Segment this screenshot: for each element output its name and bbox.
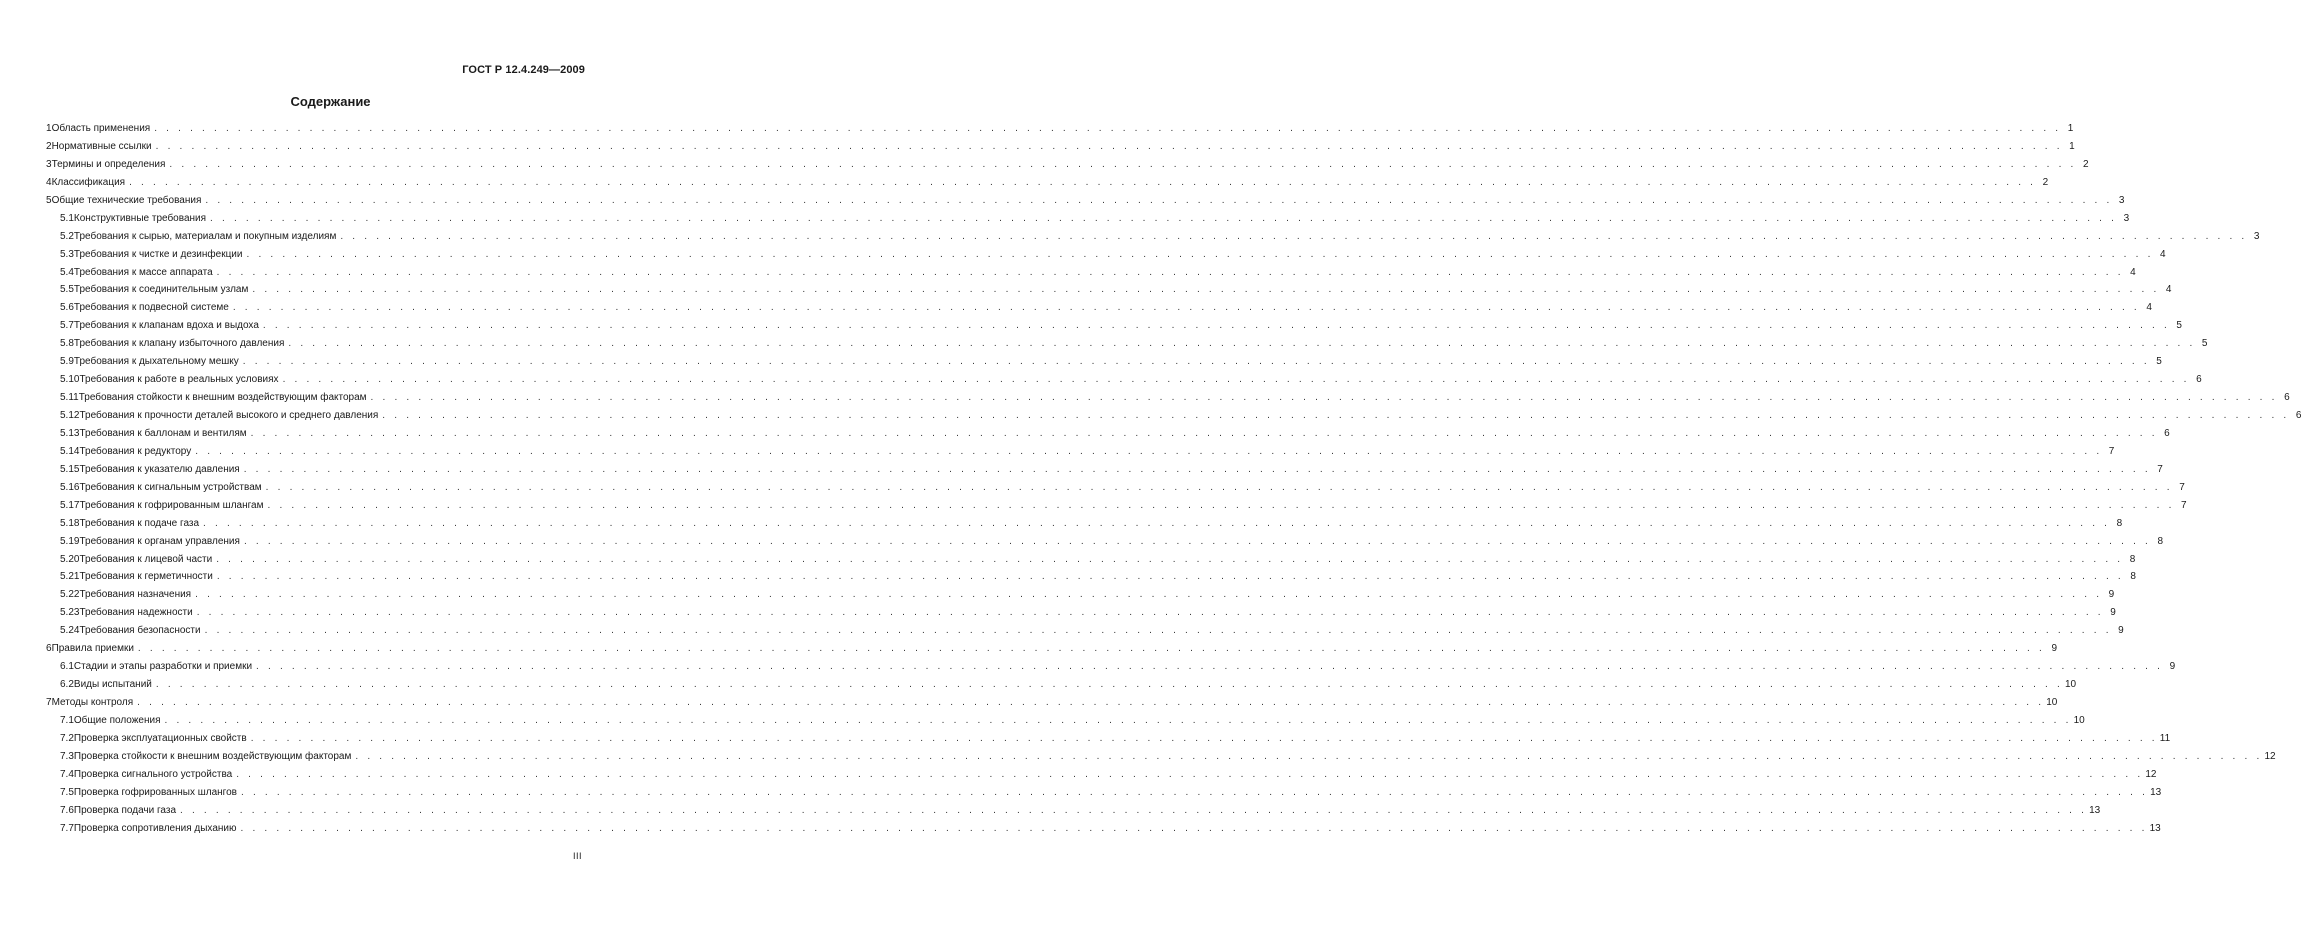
- toc-entry[interactable]: [46, 622, 2124, 640]
- toc-entry-number: 7: [46, 697, 52, 708]
- toc-entry-page: 4: [2146, 302, 2152, 314]
- toc-entry-title: Требования к указателю давления: [79, 463, 240, 475]
- toc-entry-title: Требования к дыхательному мешку: [73, 356, 239, 368]
- toc-entry[interactable]: [46, 174, 2049, 192]
- toc-entry-page: 9: [2169, 661, 2176, 673]
- toc-entry[interactable]: [46, 748, 2276, 766]
- toc-entry-number: 5.8: [60, 338, 74, 350]
- toc-entry-page: 4: [2165, 284, 2172, 296]
- toc-entry-number: 6.1: [60, 661, 74, 673]
- toc-entry-number: 7.7: [60, 822, 74, 834]
- toc-entry[interactable]: [46, 120, 2074, 138]
- toc-entry[interactable]: [46, 586, 2115, 604]
- toc-entry-title: Требования к подаче газа: [79, 517, 200, 529]
- toc-entry-number: 5.16: [60, 481, 80, 493]
- toc-entry[interactable]: [46, 156, 2089, 174]
- toc-entry[interactable]: [46, 246, 2166, 264]
- toc-entry-title: Методы контроля: [51, 697, 134, 708]
- toc-entry-title: Требования к сырью, материалам и покупным изделиям: [73, 230, 337, 242]
- toc-entry-page: 9: [2108, 589, 2115, 601]
- toc-entry-number: 5.17: [60, 499, 80, 511]
- toc-entry-title: Требования к чистке и дезинфекции: [73, 248, 243, 260]
- toc-entry-title: Требования к массе аппарата: [73, 266, 213, 278]
- table-of-contents: [46, 120, 2301, 838]
- toc-dot-leader: . . . . . . . . . . . . . . . . . . . . . . . . . . . . . . . . . . . . . . . . . . . . . . . . . . . . . . . . . . . . . . . . . . . . . . . . . . . . . . . . . . . . . . . . . . . . . . . . . . . . . . . . . . . . . . . . . . . . . . . . . . . . . . . . . . . . . . . . . . . . . . . . . . . . . . . . . . . . . . . .: [340, 230, 2248, 242]
- toc-entry-number: 5.2: [60, 230, 74, 242]
- toc-entry-title: Классификация: [51, 176, 126, 188]
- toc-entry-title: Область применения: [51, 123, 151, 134]
- toc-entry-title: Термины и определения: [51, 158, 166, 170]
- toc-entry-page: 6: [2196, 374, 2202, 386]
- toc-entry[interactable]: [46, 371, 2202, 389]
- toc-dot-leader: . . . . . . . . . . . . . . . . . . . . . . . . . . . . . . . . . . . . . . . . . . . . . . . . . . . . . . . . . . . . . . . . . . . . . . . . . . . . . . . . . . . . . . . . . . . . . . . . . . . . . . . . . . . . . . . . . . . . . . . . . . . . . . . . . . . . . . . . . . . . . . . . . . . . . . . . . . . . . . . .: [210, 212, 2118, 224]
- toc-entry[interactable]: [46, 264, 2136, 282]
- toc-entry-title: Требования к подвесной системе: [73, 302, 229, 314]
- toc-dot-leader: . . . . . . . . . . . . . . . . . . . . . . . . . . . . . . . . . . . . . . . . . . . . . . . . . . . . . . . . . . . . . . . . . . . . . . . . . . . . . . . . . . . . . . . . . . . . . . . . . . . . . . . . . . . . . . . . . . . . . . . . . . . . . . . . . . . . . . . . . . . . . . . . . . . . . . . . . . . . . . . .: [246, 248, 2154, 260]
- toc-entry-number: 2: [46, 140, 52, 152]
- toc-entry-page: 3: [2253, 230, 2260, 242]
- toc-entry-number: 3: [46, 158, 52, 170]
- toc-entry[interactable]: [46, 820, 2161, 838]
- toc-entry-page: 13: [2089, 804, 2101, 816]
- toc-dot-leader: . . . . . . . . . . . . . . . . . . . . . . . . . . . . . . . . . . . . . . . . . . . . . . . . . . . . . . . . . . . . . . . . . . . . . . . . . . . . . . . . . . . . . . . . . . . . . . . . . . . . . . . . . . . . . . . . . . . . . . . . . . . . . . . . . . . . . . . . . . . . . . . . . . . . . . . . . . . . . . . .: [154, 123, 2062, 134]
- toc-entry-title: Требования к гофрированным шлангам: [79, 499, 264, 511]
- toc-entry-page: 3: [2118, 194, 2125, 206]
- toc-entry[interactable]: [46, 192, 2125, 210]
- toc-entry-title: Требования к прочности деталей высокого и среднего давления: [79, 410, 379, 421]
- toc-dot-leader: . . . . . . . . . . . . . . . . . . . . . . . . . . . . . . . . . . . . . . . . . . . . . . . . . . . . . . . . . . . . . . . . . . . . . . . . . . . . . . . . . . . . . . . . . . . . . . . . . . . . . . . . . . . . . . . . . . . . . . . . . . . . . . . . . . . . . . . . . . . . . . . . . . . . . . . . . . . . . . . .: [370, 392, 2278, 404]
- toc-entry-page: 6: [2295, 410, 2301, 421]
- toc-dot-leader: . . . . . . . . . . . . . . . . . . . . . . . . . . . . . . . . . . . . . . . . . . . . . . . . . . . . . . . . . . . . . . . . . . . . . . . . . . . . . . . . . . . . . . . . . . . . . . . . . . . . . . . . . . . . . . . . . . . . . . . . . . . . . . . . . . . . . . . . . . . . . . . . . . . . . . . . . . . . . . . .: [203, 517, 2111, 529]
- toc-dot-leader: . . . . . . . . . . . . . . . . . . . . . . . . . . . . . . . . . . . . . . . . . . . . . . . . . . . . . . . . . . . . . . . . . . . . . . . . . . . . . . . . . . . . . . . . . . . . . . . . . . . . . . . . . . . . . . . . . . . . . . . . . . . . . . . . . . . . . . . . . . . . . . . . . . . . . . . . . . . . . . . .: [137, 643, 2045, 655]
- toc-dot-leader: . . . . . . . . . . . . . . . . . . . . . . . . . . . . . . . . . . . . . . . . . . . . . . . . . . . . . . . . . . . . . . . . . . . . . . . . . . . . . . . . . . . . . . . . . . . . . . . . . . . . . . . . . . . . . . . . . . . . . . . . . . . . . . . . . . . . . . . . . . . . . . . . . . . . . . . . . . . . . . . .: [195, 589, 2103, 601]
- toc-entry-number: 7.1: [60, 714, 74, 726]
- toc-entry-title: Требования к клапанам вдоха и выдоха: [73, 320, 259, 332]
- toc-entry-title: Общие технические требования: [51, 194, 202, 206]
- page-title: Содержание: [290, 94, 371, 109]
- toc-entry-number: 5.15: [60, 463, 80, 475]
- toc-dot-leader: . . . . . . . . . . . . . . . . . . . . . . . . . . . . . . . . . . . . . . . . . . . . . . . . . . . . . . . . . . . . . . . . . . . . . . . . . . . . . . . . . . . . . . . . . . . . . . . . . . . . . . . . . . . . . . . . . . . . . . . . . . . . . . . . . . . . . . . . . . . . . . . . . . . . . . . . . . . . . . . .: [288, 338, 2196, 350]
- toc-entry-title: Проверка сигнального устройства: [73, 768, 233, 780]
- toc-entry-title: Требования безопасности: [79, 625, 201, 637]
- toc-entry[interactable]: [46, 461, 2163, 479]
- toc-dot-leader: . . . . . . . . . . . . . . . . . . . . . . . . . . . . . . . . . . . . . . . . . . . . . . . . . . . . . . . . . . . . . . . . . . . . . . . . . . . . . . . . . . . . . . . . . . . . . . . . . . . . . . . . . . . . . . . . . . . . . . . . . . . . . . . . . . . . . . . . . . . . . . . . . . . . . . . . . . . . . . . .: [262, 320, 2170, 332]
- toc-dot-leader: . . . . . . . . . . . . . . . . . . . . . . . . . . . . . . . . . . . . . . . . . . . . . . . . . . . . . . . . . . . . . . . . . . . . . . . . . . . . . . . . . . . . . . . . . . . . . . . . . . . . . . . . . . . . . . . . . . . . . . . . . . . . . . . . . . . . . . . . . . . . . . . . . . . . . . . . . . . . . . . .: [169, 158, 2077, 170]
- toc-dot-leader: . . . . . . . . . . . . . . . . . . . . . . . . . . . . . . . . . . . . . . . . . . . . . . . . . . . . . . . . . . . . . . . . . . . . . . . . . . . . . . . . . . . . . . . . . . . . . . . . . . . . . . . . . . . . . . . . . . . . . . . . . . . . . . . . . . . . . . . . . . . . . . . . . . . . . . . . . . . . . . . .: [240, 822, 2148, 834]
- toc-dot-leader: . . . . . . . . . . . . . . . . . . . . . . . . . . . . . . . . . . . . . . . . . . . . . . . . . . . . . . . . . . . . . . . . . . . . . . . . . . . . . . . . . . . . . . . . . . . . . . . . . . . . . . . . . . . . . . . . . . . . . . . . . . . . . . . . . . . . . . . . . . . . . . . . . . . . . . . . . . . . . . . .: [250, 732, 2158, 744]
- toc-entry-number: 1: [46, 123, 52, 134]
- toc-entry[interactable]: [46, 389, 2290, 407]
- toc-entry-page: 8: [2157, 535, 2164, 547]
- toc-entry-number: 7.3: [60, 750, 74, 762]
- toc-entry[interactable]: [46, 766, 2157, 784]
- toc-dot-leader: . . . . . . . . . . . . . . . . . . . . . . . . . . . . . . . . . . . . . . . . . . . . . . . . . . . . . . . . . . . . . . . . . . . . . . . . . . . . . . . . . . . . . . . . . . . . . . . . . . . . . . . . . . . . . . . . . . . . . . . . . . . . . . . . . . . . . . . . . . . . . . . . . . . . . . . . . . . . . . . .: [155, 140, 2063, 152]
- toc-entry-page: 1: [2067, 123, 2074, 134]
- toc-dot-leader: . . . . . . . . . . . . . . . . . . . . . . . . . . . . . . . . . . . . . . . . . . . . . . . . . . . . . . . . . . . . . . . . . . . . . . . . . . . . . . . . . . . . . . . . . . . . . . . . . . . . . . . . . . . . . . . . . . . . . . . . . . . . . . . . . . . . . . . . . . . . . . . . . . . . . . . . . . . . . . . .: [216, 553, 2124, 565]
- toc-entry[interactable]: [46, 784, 2162, 802]
- toc-entry-page: 13: [2150, 786, 2162, 798]
- toc-entry-number: 5.19: [60, 535, 80, 547]
- toc-entry-number: 5.22: [60, 589, 80, 601]
- toc-entry-number: 5.13: [60, 427, 80, 439]
- toc-dot-leader: . . . . . . . . . . . . . . . . . . . . . . . . . . . . . . . . . . . . . . . . . . . . . . . . . . . . . . . . . . . . . . . . . . . . . . . . . . . . . . . . . . . . . . . . . . . . . . . . . . . . . . . . . . . . . . . . . . . . . . . . . . . . . . . . . . . . . . . . . . . . . . . . . . . . . . . . . . . . . . . .: [164, 714, 2072, 726]
- toc-entry-number: 7.6: [60, 804, 74, 816]
- toc-entry-page: 12: [2264, 750, 2276, 762]
- toc-entry-page: 9: [2051, 643, 2057, 655]
- toc-entry[interactable]: [46, 353, 2162, 371]
- toc-dot-leader: . . . . . . . . . . . . . . . . . . . . . . . . . . . . . . . . . . . . . . . . . . . . . . . . . . . . . . . . . . . . . . . . . . . . . . . . . . . . . . . . . . . . . . . . . . . . . . . . . . . . . . . . . . . . . . . . . . . . . . . . . . . . . . . . . . . . . . . . . . . . . . . . . . . . . . . . . . . . . . . .: [232, 302, 2140, 314]
- toc-entry-page: 8: [2116, 517, 2123, 529]
- toc-entry-page: 4: [2160, 248, 2166, 260]
- toc-entry-title: Конструктивные требования: [73, 212, 207, 224]
- toc-dot-leader: . . . . . . . . . . . . . . . . . . . . . . . . . . . . . . . . . . . . . . . . . . . . . . . . . . . . . . . . . . . . . . . . . . . . . . . . . . . . . . . . . . . . . . . . . . . . . . . . . . . . . . . . . . . . . . . . . . . . . . . . . . . . . . . . . . . . . . . . . . . . . . . . . . . . . . . . . . . . . . . .: [137, 697, 2045, 708]
- toc-entry-page: 9: [2110, 607, 2116, 619]
- toc-dot-leader: . . . . . . . . . . . . . . . . . . . . . . . . . . . . . . . . . . . . . . . . . . . . . . . . . . . . . . . . . . . . . . . . . . . . . . . . . . . . . . . . . . . . . . . . . . . . . . . . . . . . . . . . . . . . . . . . . . . . . . . . . . . . . . . . . . . . . . . . . . . . . . . . . . . . . . . . . . . . . . . .: [242, 356, 2150, 368]
- toc-entry-number: 5.9: [60, 356, 74, 368]
- toc-entry-page: 13: [2149, 822, 2161, 834]
- toc-dot-leader: . . . . . . . . . . . . . . . . . . . . . . . . . . . . . . . . . . . . . . . . . . . . . . . . . . . . . . . . . . . . . . . . . . . . . . . . . . . . . . . . . . . . . . . . . . . . . . . . . . . . . . . . . . . . . . . . . . . . . . . . . . . . . . . . . . . . . . . . . . . . . . . . . . . . . . . . . . . . . . . .: [282, 374, 2190, 386]
- toc-entry-page: 11: [2159, 732, 2171, 744]
- toc-dot-leader: . . . . . . . . . . . . . . . . . . . . . . . . . . . . . . . . . . . . . . . . . . . . . . . . . . . . . . . . . . . . . . . . . . . . . . . . . . . . . . . . . . . . . . . . . . . . . . . . . . . . . . . . . . . . . . . . . . . . . . . . . . . . . . . . . . . . . . . . . . . . . . . . . . . . . . . . . . . . . . . .: [236, 768, 2144, 780]
- toc-entry[interactable]: [46, 640, 2057, 658]
- toc-entry-title: Проверка эксплуатационных свойств: [73, 732, 247, 744]
- toc-entry-title: Правила приемки: [51, 643, 134, 655]
- toc-entry-page: 10: [2064, 679, 2077, 691]
- toc-entry[interactable]: [46, 802, 2101, 820]
- toc-entry-page: 8: [2130, 571, 2136, 583]
- toc-entry-title: Виды испытаний: [73, 679, 152, 691]
- toc-dot-leader: . . . . . . . . . . . . . . . . . . . . . . . . . . . . . . . . . . . . . . . . . . . . . . . . . . . . . . . . . . . . . . . . . . . . . . . . . . . . . . . . . . . . . . . . . . . . . . . . . . . . . . . . . . . . . . . . . . . . . . . . . . . . . . . . . . . . . . . . . . . . . . . . . . . . . . . . . . . . . . . .: [250, 427, 2158, 439]
- toc-entry-number: 5.7: [60, 320, 74, 332]
- toc-entry-page: 5: [2156, 356, 2162, 368]
- toc-entry[interactable]: [46, 730, 2171, 748]
- toc-entry-page: 2: [2082, 158, 2089, 170]
- toc-entry[interactable]: [46, 533, 2164, 551]
- toc-entry-page: 6: [2164, 427, 2170, 439]
- toc-entry-number: 5.1: [60, 212, 74, 224]
- toc-entry[interactable]: [46, 712, 2085, 730]
- toc-dot-leader: . . . . . . . . . . . . . . . . . . . . . . . . . . . . . . . . . . . . . . . . . . . . . . . . . . . . . . . . . . . . . . . . . . . . . . . . . . . . . . . . . . . . . . . . . . . . . . . . . . . . . . . . . . . . . . . . . . . . . . . . . . . . . . . . . . . . . . . . . . . . . . . . . . . . . . . . . . . . . . . .: [240, 786, 2149, 798]
- toc-entry[interactable]: [46, 138, 2075, 156]
- toc-entry[interactable]: [46, 479, 2185, 497]
- toc-entry-title: Проверка подачи газа: [73, 804, 177, 816]
- toc-entry[interactable]: [46, 299, 2152, 317]
- toc-entry-number: 5.3: [60, 248, 74, 260]
- toc-dot-leader: . . . . . . . . . . . . . . . . . . . . . . . . . . . . . . . . . . . . . . . . . . . . . . . . . . . . . . . . . . . . . . . . . . . . . . . . . . . . . . . . . . . . . . . . . . . . . . . . . . . . . . . . . . . . . . . . . . . . . . . . . . . . . . . . . . . . . . . . . . . . . . . . . . . . . . . . . . . . . . . .: [216, 571, 2124, 583]
- toc-entry-page: 5: [2176, 320, 2182, 332]
- toc-entry[interactable]: [46, 551, 2136, 569]
- toc-entry-title: Требования к органам управления: [79, 535, 240, 547]
- toc-entry-number: 7.4: [60, 768, 74, 780]
- toc-entry[interactable]: [46, 604, 2116, 622]
- toc-entry-number: 5: [46, 194, 52, 206]
- toc-entry-number: 5.11: [60, 392, 79, 404]
- toc-entry-title: Проверка гофрированных шлангов: [73, 786, 237, 798]
- toc-entry-page: 7: [2157, 463, 2163, 475]
- toc-entry-page: 9: [2118, 625, 2124, 637]
- toc-entry[interactable]: [46, 497, 2187, 515]
- toc-entry-number: 5.20: [60, 553, 80, 565]
- toc-entry-title: Требования к клапану избыточного давления: [73, 338, 285, 350]
- toc-entry-number: 5.14: [60, 445, 80, 457]
- toc-entry-number: 6: [46, 643, 52, 655]
- toc-entry-page: 7: [2108, 445, 2115, 457]
- toc-entry[interactable]: [46, 425, 2170, 443]
- toc-entry-number: 4: [46, 176, 52, 188]
- toc-entry-number: 5.10: [60, 374, 80, 386]
- document-header: ГОСТ Р 12.4.249—2009: [462, 64, 585, 76]
- toc-entry-page: 8: [2129, 553, 2136, 565]
- toc-entry-title: Требования надежности: [79, 607, 193, 619]
- toc-dot-leader: . . . . . . . . . . . . . . . . . . . . . . . . . . . . . . . . . . . . . . . . . . . . . . . . . . . . . . . . . . . . . . . . . . . . . . . . . . . . . . . . . . . . . . . . . . . . . . . . . . . . . . . . . . . . . . . . . . . . . . . . . . . . . . . . . . . . . . . . . . . . . . . . . . . . . . . . . . . . . . . .: [265, 481, 2173, 493]
- toc-entry-page: 3: [2123, 212, 2130, 224]
- toc-entry-page: 12: [2145, 768, 2157, 780]
- toc-dot-leader: . . . . . . . . . . . . . . . . . . . . . . . . . . . . . . . . . . . . . . . . . . . . . . . . . . . . . . . . . . . . . . . . . . . . . . . . . . . . . . . . . . . . . . . . . . . . . . . . . . . . . . . . . . . . . . . . . . . . . . . . . . . . . . . . . . . . . . . . . . . . . . . . . . . . . . . . . . . . . . . .: [180, 804, 2088, 816]
- toc-entry-title: Требования к герметичности: [79, 571, 213, 583]
- toc-entry-title: Требования стойкости к внешним воздействующим факторам: [78, 392, 367, 404]
- toc-entry-number: 5.6: [60, 302, 74, 314]
- toc-entry-number: 6.2: [60, 679, 74, 691]
- toc-entry-title: Требования назначения: [79, 589, 192, 601]
- toc-entry-title: Общие положения: [73, 714, 161, 726]
- toc-entry-number: 5.18: [60, 517, 80, 529]
- toc-entry-title: Нормативные ссылки: [51, 140, 152, 152]
- toc-entry-number: 5.21: [60, 571, 80, 583]
- toc-entry-title: Проверка сопротивления дыханию: [73, 822, 237, 834]
- toc-entry[interactable]: [46, 694, 2058, 712]
- toc-entry-page: 4: [2130, 266, 2136, 278]
- toc-dot-leader: . . . . . . . . . . . . . . . . . . . . . . . . . . . . . . . . . . . . . . . . . . . . . . . . . . . . . . . . . . . . . . . . . . . . . . . . . . . . . . . . . . . . . . . . . . . . . . . . . . . . . . . . . . . . . . . . . . . . . . . . . . . . . . . . . . . . . . . . . . . . . . . . . . . . . . . . . . . . . . . .: [243, 463, 2151, 475]
- toc-entry-title: Требования к соединительным узлам: [73, 284, 249, 296]
- toc-dot-leader: . . . . . . . . . . . . . . . . . . . . . . . . . . . . . . . . . . . . . . . . . . . . . . . . . . . . . . . . . . . . . . . . . . . . . . . . . . . . . . . . . . . . . . . . . . . . . . . . . . . . . . . . . . . . . . . . . . . . . . . . . . . . . . . . . . . . . . . . . . . . . . . . . . . . . . . . . . . . . . . .: [243, 535, 2152, 547]
- toc-dot-leader: . . . . . . . . . . . . . . . . . . . . . . . . . . . . . . . . . . . . . . . . . . . . . . . . . . . . . . . . . . . . . . . . . . . . . . . . . . . . . . . . . . . . . . . . . . . . . . . . . . . . . . . . . . . . . . . . . . . . . . . . . . . . . . . . . . . . . . . . . . . . . . . . . . . . . . . . . . . . . . . .: [252, 284, 2160, 296]
- toc-entry-title: Требования к редуктору: [79, 445, 192, 457]
- toc-entry[interactable]: [46, 658, 2176, 676]
- toc-entry-page: 6: [2284, 392, 2290, 404]
- toc-dot-leader: . . . . . . . . . . . . . . . . . . . . . . . . . . . . . . . . . . . . . . . . . . . . . . . . . . . . . . . . . . . . . . . . . . . . . . . . . . . . . . . . . . . . . . . . . . . . . . . . . . . . . . . . . . . . . . . . . . . . . . . . . . . . . . . . . . . . . . . . . . . . . . . . . . . . . . . . . . . . . . . .: [256, 661, 2164, 673]
- toc-entry[interactable]: [46, 281, 2172, 299]
- toc-entry[interactable]: [46, 443, 2115, 461]
- toc-entry-page: 10: [2073, 714, 2085, 726]
- toc-entry[interactable]: [46, 515, 2123, 533]
- toc-entry[interactable]: [46, 568, 2136, 586]
- toc-entry[interactable]: [46, 676, 2077, 694]
- toc-entry-page: 5: [2201, 338, 2208, 350]
- toc-entry-number: 5.23: [60, 607, 80, 619]
- toc-dot-leader: . . . . . . . . . . . . . . . . . . . . . . . . . . . . . . . . . . . . . . . . . . . . . . . . . . . . . . . . . . . . . . . . . . . . . . . . . . . . . . . . . . . . . . . . . . . . . . . . . . . . . . . . . . . . . . . . . . . . . . . . . . . . . . . . . . . . . . . . . . . . . . . . . . . . . . . . . . . . . . . .: [196, 607, 2104, 619]
- toc-entry-title: Требования к лицевой части: [79, 553, 213, 565]
- toc-entry[interactable]: [46, 335, 2208, 353]
- toc-dot-leader: . . . . . . . . . . . . . . . . . . . . . . . . . . . . . . . . . . . . . . . . . . . . . . . . . . . . . . . . . . . . . . . . . . . . . . . . . . . . . . . . . . . . . . . . . . . . . . . . . . . . . . . . . . . . . . . . . . . . . . . . . . . . . . . . . . . . . . . . . . . . . . . . . . . . . . . . . . . . . . . .: [267, 499, 2175, 511]
- toc-entry-page: 7: [2181, 499, 2187, 511]
- toc-entry-title: Стадии и этапы разработки и приемки: [73, 661, 253, 673]
- toc-dot-leader: . . . . . . . . . . . . . . . . . . . . . . . . . . . . . . . . . . . . . . . . . . . . . . . . . . . . . . . . . . . . . . . . . . . . . . . . . . . . . . . . . . . . . . . . . . . . . . . . . . . . . . . . . . . . . . . . . . . . . . . . . . . . . . . . . . . . . . . . . . . . . . . . . . . . . . . . . . . . . . . .: [216, 266, 2124, 278]
- toc-entry[interactable]: [46, 317, 2182, 335]
- toc-entry-number: 5.4: [60, 266, 74, 278]
- page-number: III: [573, 851, 583, 861]
- toc-entry-page: 7: [2179, 481, 2185, 493]
- toc-entry-page: 10: [2046, 697, 2058, 708]
- toc-dot-leader: . . . . . . . . . . . . . . . . . . . . . . . . . . . . . . . . . . . . . . . . . . . . . . . . . . . . . . . . . . . . . . . . . . . . . . . . . . . . . . . . . . . . . . . . . . . . . . . . . . . . . . . . . . . . . . . . . . . . . . . . . . . . . . . . . . . . . . . . . . . . . . . . . . . . . . . . . . . . . . . .: [155, 679, 2063, 691]
- toc-dot-leader: . . . . . . . . . . . . . . . . . . . . . . . . . . . . . . . . . . . . . . . . . . . . . . . . . . . . . . . . . . . . . . . . . . . . . . . . . . . . . . . . . . . . . . . . . . . . . . . . . . . . . . . . . . . . . . . . . . . . . . . . . . . . . . . . . . . . . . . . . . . . . . . . . . . . . . . . . . . . . . . .: [205, 194, 2113, 206]
- toc-entry-title: Требования к работе в реальных условиях: [79, 374, 279, 386]
- toc-entry[interactable]: [46, 407, 2301, 425]
- toc-entry[interactable]: [46, 210, 2130, 228]
- toc-entry-title: Проверка стойкости к внешним воздействующим факторам: [73, 750, 352, 762]
- toc-dot-leader: . . . . . . . . . . . . . . . . . . . . . . . . . . . . . . . . . . . . . . . . . . . . . . . . . . . . . . . . . . . . . . . . . . . . . . . . . . . . . . . . . . . . . . . . . . . . . . . . . . . . . . . . . . . . . . . . . . . . . . . . . . . . . . . . . . . . . . . . . . . . . . . . . . . . . . . . . . . . . . . .: [204, 625, 2112, 637]
- toc-dot-leader: . . . . . . . . . . . . . . . . . . . . . . . . . . . . . . . . . . . . . . . . . . . . . . . . . . . . . . . . . . . . . . . . . . . . . . . . . . . . . . . . . . . . . . . . . . . . . . . . . . . . . . . . . . . . . . . . . . . . . . . . . . . . . . . . . . . . . . . . . . . . . . . . . . . . . . . . . . . . . . . .: [129, 176, 2037, 188]
- toc-entry-number: 5.24: [60, 625, 80, 637]
- toc-dot-leader: . . . . . . . . . . . . . . . . . . . . . . . . . . . . . . . . . . . . . . . . . . . . . . . . . . . . . . . . . . . . . . . . . . . . . . . . . . . . . . . . . . . . . . . . . . . . . . . . . . . . . . . . . . . . . . . . . . . . . . . . . . . . . . . . . . . . . . . . . . . . . . . . . . . . . . . . . . . . . . . .: [355, 750, 2263, 762]
- toc-dot-leader: . . . . . . . . . . . . . . . . . . . . . . . . . . . . . . . . . . . . . . . . . . . . . . . . . . . . . . . . . . . . . . . . . . . . . . . . . . . . . . . . . . . . . . . . . . . . . . . . . . . . . . . . . . . . . . . . . . . . . . . . . . . . . . . . . . . . . . . . . . . . . . . . . . . . . . . . . . . . . . . .: [195, 445, 2103, 457]
- toc-entry[interactable]: [46, 228, 2260, 246]
- toc-entry-page: 2: [2042, 176, 2049, 188]
- toc-entry-title: Требования к сигнальным устройствам: [79, 481, 262, 493]
- toc-entry-number: 5.12: [60, 410, 80, 421]
- toc-entry-number: 7.5: [60, 786, 74, 798]
- toc-entry-title: Требования к баллонам и вентилям: [79, 427, 247, 439]
- toc-entry-number: 5.5: [60, 284, 74, 296]
- toc-entry-page: 1: [2069, 140, 2075, 152]
- toc-dot-leader: . . . . . . . . . . . . . . . . . . . . . . . . . . . . . . . . . . . . . . . . . . . . . . . . . . . . . . . . . . . . . . . . . . . . . . . . . . . . . . . . . . . . . . . . . . . . . . . . . . . . . . . . . . . . . . . . . . . . . . . . . . . . . . . . . . . . . . . . . . . . . . . . . . . . . . . . . . . . . . . .: [382, 410, 2290, 421]
- toc-entry-number: 7.2: [60, 732, 74, 744]
